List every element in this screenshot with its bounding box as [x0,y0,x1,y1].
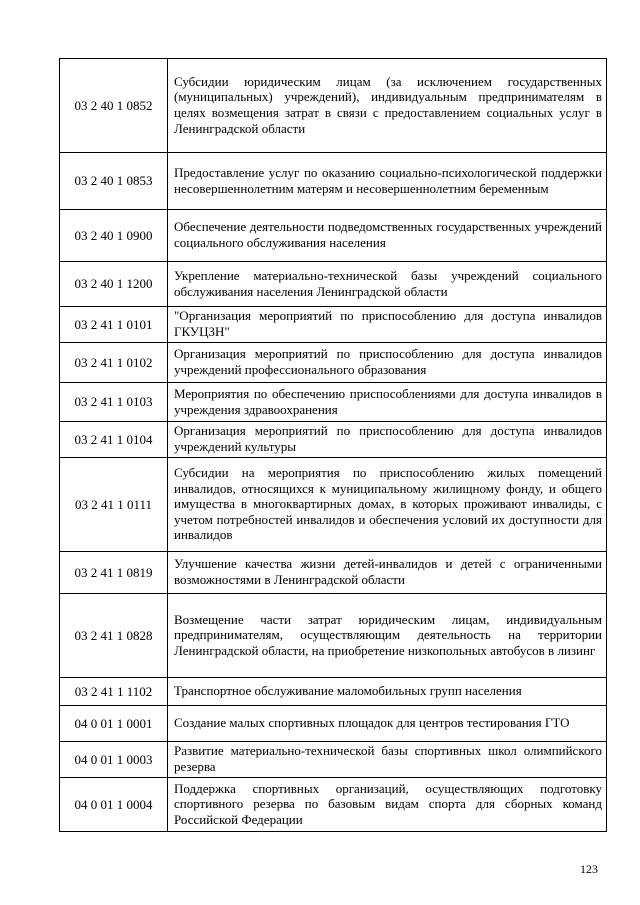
budget-code: 04 0 01 1 0003 [60,742,168,778]
expense-description: Субсидии на мероприятия по приспособлению жилых помещений инвалидов, относящихся к муниципальному жилищному фонду, и общего имущества в многоквартирных домах, в которых проживают инвалиды, с учетом потребностей инвалидов и обеспечения условий их доступности для инвалидов [168,458,607,552]
budget-code: 03 2 41 1 0111 [60,458,168,552]
budget-code: 03 2 41 1 0101 [60,307,168,343]
expense-description: Поддержка спортивных организаций, осуществляющих подготовку спортивного резерва по базовым видам спорта для сборных команд Российской Федерации [168,778,607,832]
expense-description: Создание малых спортивных площадок для центров тестирования ГТО [168,706,607,742]
table-row [60,742,607,778]
budget-code: 04 0 01 1 0004 [60,778,168,832]
budget-code: 03 2 41 1 0819 [60,552,168,594]
budget-code: 03 2 40 1 0853 [60,153,168,210]
expense-description: Предоставление услуг по оказанию социально-психологической поддержки несовершеннолетним матерям и несовершеннолетним беременным [168,153,607,210]
table-row [60,552,607,594]
table-row [60,343,607,383]
table-row [60,59,607,153]
expense-description: Организация мероприятий по приспособлению для доступа инвалидов учреждений профессионального образования [168,343,607,383]
table-row [60,153,607,210]
table-body [60,59,607,832]
table-row [60,458,607,552]
expense-description: Организация мероприятий по приспособлению для доступа инвалидов учреждений культуры [168,422,607,458]
budget-code: 03 2 40 1 0900 [60,210,168,262]
budget-code: 03 2 41 1 0103 [60,383,168,422]
expense-description: Улучшение качества жизни детей-инвалидов и детей с ограниченными возможностями в Ленинградской области [168,552,607,594]
expense-description: Развитие материально-технической базы спортивных школ олимпийского резерва [168,742,607,778]
budget-code: 03 2 41 1 1102 [60,678,168,706]
table-row [60,778,607,832]
budget-classification-table [59,58,607,832]
table-row [60,678,607,706]
table-row [60,262,607,307]
table-row [60,706,607,742]
budget-code: 03 2 40 1 0852 [60,59,168,153]
expense-description: Транспортное обслуживание маломобильных групп населения [168,678,607,706]
budget-code: 03 2 41 1 0104 [60,422,168,458]
expense-description: "Организация мероприятий по приспособлению для доступа инвалидов ГКУЦЗН" [168,307,607,343]
table-row [60,383,607,422]
table-row [60,422,607,458]
table-row [60,210,607,262]
expense-description: Укрепление материально-технической базы учреждений социального обслуживания населения Ленинградской области [168,262,607,307]
expense-description: Субсидии юридическим лицам (за исключением государственных (муниципальных) учреждений), индивидуальным предпринимателям в целях возмещения затрат в связи с предоставлением социальных услуг в Ленинградской области [168,59,607,153]
budget-code: 03 2 40 1 1200 [60,262,168,307]
table-row [60,307,607,343]
page-number: 123 [580,862,598,876]
budget-code: 03 2 41 1 0828 [60,594,168,678]
expense-description: Обеспечение деятельности подведомственных государственных учреждений социального обслуживания населения [168,210,607,262]
budget-code: 03 2 41 1 0102 [60,343,168,383]
expense-description: Возмещение части затрат юридическим лицам, индивидуальным предпринимателям, осуществляющим деятельность на территории Ленинградской области, на приобретение низкопольных автобусов в лизинг [168,594,607,678]
expense-description: Мероприятия по обеспечению приспособлениями для доступа инвалидов в учреждения здравоохранения [168,383,607,422]
table-row [60,594,607,678]
budget-code: 04 0 01 1 0001 [60,706,168,742]
